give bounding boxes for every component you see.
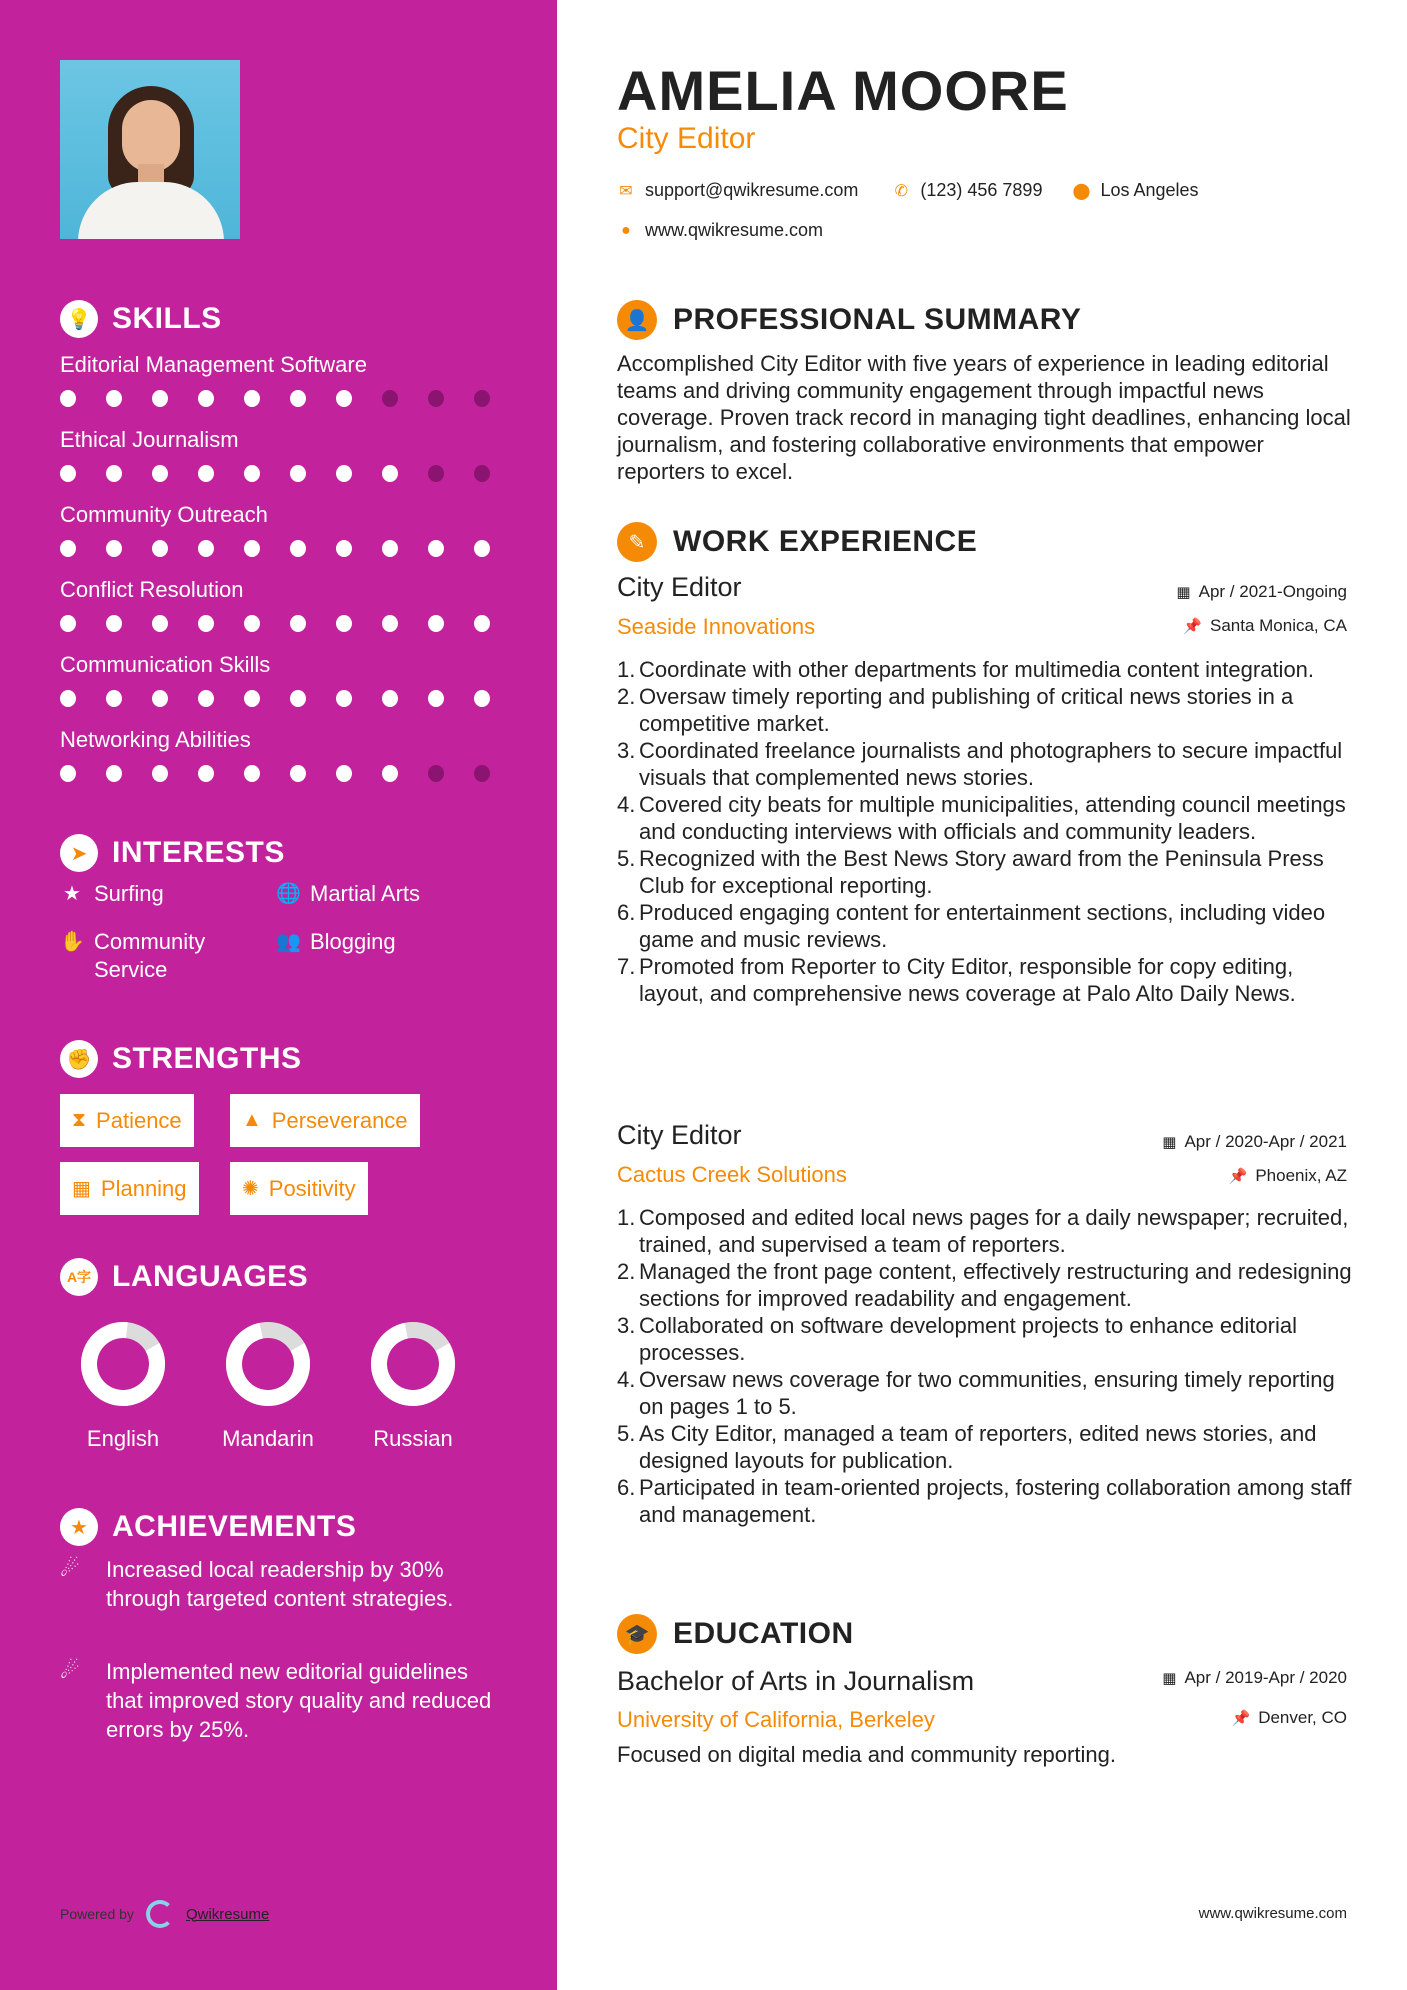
skills-list [60, 350, 520, 800]
bullet-number: 5. [617, 846, 636, 871]
bullet-number: 5. [617, 1421, 636, 1446]
skill-name: Community Outreach [60, 502, 268, 527]
language-ring [369, 1320, 457, 1408]
lightbulb-icon: 💡 [60, 300, 98, 338]
rating-dot [60, 765, 76, 782]
rating-dot [290, 465, 306, 482]
achievements-heading: ★ ACHIEVEMENTS [60, 1508, 356, 1546]
language-item [203, 1320, 333, 1452]
skill-name: Communication Skills [60, 652, 271, 677]
bullet-item [617, 791, 1352, 845]
bullet-number: 3. [617, 1313, 636, 1338]
calendar-icon: ▦ [1176, 584, 1191, 601]
bullet-number: 4. [617, 792, 636, 817]
candidate-role: City Editor [617, 122, 756, 155]
education-heading: 🎓 EDUCATION [617, 1614, 854, 1654]
road-icon: ▲ [242, 1109, 262, 1131]
school-name: University of California, Berkeley [617, 1707, 935, 1732]
rating-dot [428, 765, 444, 782]
skill-item [60, 425, 520, 500]
envelope-icon: ✉ [619, 182, 633, 200]
skill-rating [60, 615, 520, 632]
skill-item [60, 575, 520, 650]
strength-chip: ⧗ Patience [60, 1094, 194, 1147]
bullet-text: Oversaw timely reporting and publishing of critical news stories in a competitive market. [639, 684, 1294, 736]
brand-link[interactable]: Qwikresume [185, 1905, 270, 1923]
skill-item [60, 725, 520, 800]
shooting-star-icon: ☄ [60, 1658, 80, 1683]
rating-dot [152, 690, 168, 707]
bullet-number: 1. [617, 1205, 636, 1230]
bullet-number: 3. [617, 738, 636, 763]
degree-title: Bachelor of Arts in Journalism [617, 1666, 975, 1696]
summary-heading: 👤 PROFESSIONAL SUMMARY [617, 300, 1081, 340]
skill-name: Networking Abilities [60, 727, 251, 752]
profile-photo [60, 60, 240, 239]
rating-dot [60, 615, 76, 632]
rating-dot [106, 465, 122, 482]
globe-icon: 🌐 [276, 883, 301, 905]
rating-dot [336, 615, 352, 632]
skill-item [60, 350, 520, 425]
education-description: Focused on digital media and community reporting. [617, 1742, 1116, 1767]
skill-name: Conflict Resolution [60, 577, 244, 602]
language-item [348, 1320, 478, 1452]
sidebar [0, 0, 557, 1990]
rating-dot [152, 615, 168, 632]
strength-chip: ▦ Planning [60, 1162, 199, 1215]
rating-dot [244, 540, 260, 557]
rating-dot [244, 390, 260, 407]
calendar-icon: ▦ [1162, 1670, 1177, 1687]
rating-dot [60, 540, 76, 557]
bullet-text: Participated in team-oriented projects, fostering collaboration among staff and management. [639, 1475, 1352, 1527]
sun-icon: ✺ [242, 1178, 259, 1200]
rating-dot [382, 390, 398, 407]
work-heading: ✎ WORK EXPERIENCE [617, 522, 977, 562]
rating-dot [152, 540, 168, 557]
language-ring [224, 1320, 312, 1408]
bullet-text: Oversaw news coverage for two communities, ensuring timely reporting on pages 1 to 5. [639, 1367, 1335, 1419]
footer-website[interactable]: www.qwikresume.com [1198, 1905, 1347, 1922]
qwikresume-logo-icon [146, 1900, 174, 1928]
bullet-number: 6. [617, 1475, 636, 1500]
job-location: 📌 Phoenix, AZ [1228, 1166, 1347, 1185]
skill-rating [60, 540, 520, 557]
bullet-number: 2. [617, 684, 636, 709]
bullet-item [617, 845, 1352, 899]
job-company: Seaside Innovations [617, 614, 816, 639]
bullet-text: Coordinate with other departments for multimedia content integration. [639, 657, 1315, 682]
pin-icon: 📌 [1228, 1168, 1248, 1185]
rating-dot [474, 690, 490, 707]
summary-text: Accomplished City Editor with five years of experience in leading editorial teams and driving community engagement through impactful news coverage. Proven track record in managing tight deadlines, enhancing local journalism, and fostering collaborative environments that empower reporters to excel. [617, 351, 1351, 484]
skills-heading: 💡 SKILLS [60, 300, 222, 338]
bullet-text: Composed and edited local news pages for a daily newspaper; recruited, trained, and supervised a team of reporters. [639, 1205, 1349, 1257]
rating-dot [290, 765, 306, 782]
bullet-item [617, 1312, 1352, 1366]
rating-dot [290, 540, 306, 557]
rating-dot [428, 540, 444, 557]
rating-dot [336, 540, 352, 557]
bullet-number: 6. [617, 900, 636, 925]
rating-dot [60, 390, 76, 407]
users-icon: 👥 [276, 931, 301, 953]
bullet-item [617, 1204, 1352, 1258]
paper-plane-icon: ➤ [60, 834, 98, 872]
rating-dot [474, 540, 490, 557]
skill-rating [60, 465, 520, 482]
user-icon: 👤 [617, 300, 657, 340]
rating-dot [244, 615, 260, 632]
rating-dot [382, 765, 398, 782]
calendar-icon: ▦ [72, 1178, 91, 1200]
strength-chip: ▲ Perseverance [230, 1094, 420, 1147]
rating-dot [60, 690, 76, 707]
rating-dot [474, 465, 490, 482]
powered-by: Powered by Qwikresume [60, 1900, 269, 1928]
rating-dot [198, 690, 214, 707]
hourglass-icon: ⧗ [72, 1109, 87, 1131]
rating-dot [198, 465, 214, 482]
rating-dot [382, 540, 398, 557]
rating-dot [336, 390, 352, 407]
candidate-name: AMELIA MOORE [617, 59, 1069, 122]
rating-dot [290, 690, 306, 707]
rating-dot [290, 615, 306, 632]
map-pin-icon: ⬤ [1072, 182, 1091, 200]
interest-item: ✋ Community Service [60, 929, 206, 982]
bullet-text: Coordinated freelance journalists and photographers to secure impactful visuals that complemented news stories. [639, 738, 1343, 790]
rating-dot [198, 615, 214, 632]
shooting-star-icon: ☄ [60, 1556, 80, 1581]
language-item [58, 1320, 188, 1452]
globe-icon: ● [621, 221, 631, 239]
skill-name: Editorial Management Software [60, 352, 367, 377]
language-name: English [86, 1426, 160, 1451]
website-row [617, 220, 823, 241]
bullet-text: Produced engaging content for entertainment sections, including video game and music reviews. [639, 900, 1326, 952]
rating-dot [106, 540, 122, 557]
hand-icon: ✋ [60, 931, 85, 953]
interest-item: 👥 Blogging [276, 929, 396, 954]
skill-item [60, 500, 520, 575]
calendar-icon: ▦ [1162, 1134, 1177, 1151]
rating-dot [198, 390, 214, 407]
language-ring-fill [79, 1320, 167, 1408]
interest-item: ★ Surfing [60, 880, 164, 908]
website-link[interactable]: www.qwikresume.com [645, 220, 824, 240]
skill-item [60, 650, 520, 725]
bullet-text: Covered city beats for multiple municipalities, attending council meetings and conducting interviews with officials and community leaders. [639, 792, 1346, 844]
fist-icon: ✊ [60, 1040, 98, 1078]
skill-rating [60, 765, 520, 782]
rating-dot [336, 690, 352, 707]
job-bullets [617, 1204, 1352, 1528]
rating-dot [106, 615, 122, 632]
rating-dot [382, 615, 398, 632]
rating-dot [106, 765, 122, 782]
bullet-item [617, 656, 1352, 683]
rating-dot [336, 465, 352, 482]
email-link[interactable]: support@qwikresume.com [645, 180, 859, 200]
language-name: Mandarin [222, 1426, 314, 1451]
language-name: Russian [373, 1426, 453, 1451]
rating-dot [428, 615, 444, 632]
rating-dot [152, 390, 168, 407]
bullet-item [617, 1474, 1352, 1528]
rating-dot [152, 465, 168, 482]
bullet-number: 4. [617, 1367, 636, 1392]
rating-dot [244, 690, 260, 707]
job-dates: ▦ Apr / 2021-Ongoing [1176, 582, 1347, 601]
bullet-item [617, 1258, 1352, 1312]
rating-dot [474, 615, 490, 632]
job-location: 📌 Santa Monica, CA [1183, 616, 1347, 635]
star-icon: ★ [63, 883, 81, 905]
contact-row [617, 180, 1199, 201]
phone-text: (123) 456 7899 [920, 180, 1043, 200]
pin-icon: 📌 [1183, 618, 1202, 635]
rating-dot [244, 765, 260, 782]
bullet-number: 1. [617, 657, 636, 682]
bullet-item [617, 953, 1352, 1007]
job-bullets [617, 656, 1352, 1007]
skill-rating [60, 390, 520, 407]
bullet-text: Collaborated on software development projects to enhance editorial processes. [639, 1313, 1297, 1365]
bullet-text: Promoted from Reporter to City Editor, responsible for copy editing, layout, and comprehensive news coverage at Palo Alto Daily News. [639, 954, 1296, 1006]
bullet-item [617, 737, 1352, 791]
rating-dot [382, 465, 398, 482]
phone-icon: ✆ [894, 182, 909, 200]
bullet-item [617, 899, 1352, 953]
rating-dot [106, 690, 122, 707]
pin-icon: 📌 [1231, 1710, 1251, 1727]
interest-item: 🌐 Martial Arts [276, 881, 421, 906]
education-location: 📌 Denver, CO [1231, 1708, 1347, 1727]
location-text: Los Angeles [1100, 180, 1199, 200]
bullet-item [617, 683, 1352, 737]
rating-dot [474, 765, 490, 782]
rating-dot [428, 390, 444, 407]
interests-heading: ➤ INTERESTS [60, 834, 285, 872]
bullet-number: 2. [617, 1259, 636, 1284]
skill-rating [60, 690, 520, 707]
bullet-text: Recognized with the Best News Story award from the Peninsula Press Club for exceptional reporting. [639, 846, 1324, 898]
rating-dot [428, 690, 444, 707]
strength-chip: ✺ Positivity [230, 1162, 368, 1215]
education-dates: ▦ Apr / 2019-Apr / 2020 [1162, 1668, 1347, 1687]
language-icon: A字 [60, 1258, 98, 1296]
bullet-item [617, 1420, 1352, 1474]
rating-dot [428, 465, 444, 482]
job-title: City Editor [617, 1120, 742, 1150]
rating-dot [382, 690, 398, 707]
job-dates: ▦ Apr / 2020-Apr / 2021 [1162, 1132, 1347, 1151]
strengths-heading: ✊ STRENGTHS [60, 1040, 302, 1078]
rating-dot [474, 390, 490, 407]
job-company: Cactus Creek Solutions [617, 1162, 847, 1187]
rating-dot [336, 765, 352, 782]
skill-name: Ethical Journalism [60, 427, 239, 452]
rating-dot [152, 765, 168, 782]
bullet-number: 7. [617, 954, 636, 979]
languages-heading: A字 LANGUAGES [60, 1258, 308, 1296]
rating-dot [198, 765, 214, 782]
achievement-item: ☄ Implemented new editorial guidelines that improved story quality and reduced errors by 25%. [60, 1658, 492, 1742]
achievement-item: ☄ Increased local readership by 30% through targeted content strategies. [60, 1556, 454, 1611]
trophy-icon: ★ [60, 1508, 98, 1546]
job-title: City Editor [617, 572, 742, 602]
briefcase-icon: ✎ [617, 522, 657, 562]
rating-dot [106, 390, 122, 407]
bullet-text: Managed the front page content, effectively restructuring and redesigning sections for improved readability and engagement. [639, 1259, 1352, 1311]
graduation-cap-icon: 🎓 [617, 1614, 657, 1654]
bullet-item [617, 1366, 1352, 1420]
rating-dot [60, 465, 76, 482]
rating-dot [198, 540, 214, 557]
bullet-text: As City Editor, managed a team of reporters, edited news stories, and designed layouts for publication. [639, 1421, 1317, 1473]
language-ring [79, 1320, 167, 1408]
rating-dot [290, 390, 306, 407]
rating-dot [244, 465, 260, 482]
